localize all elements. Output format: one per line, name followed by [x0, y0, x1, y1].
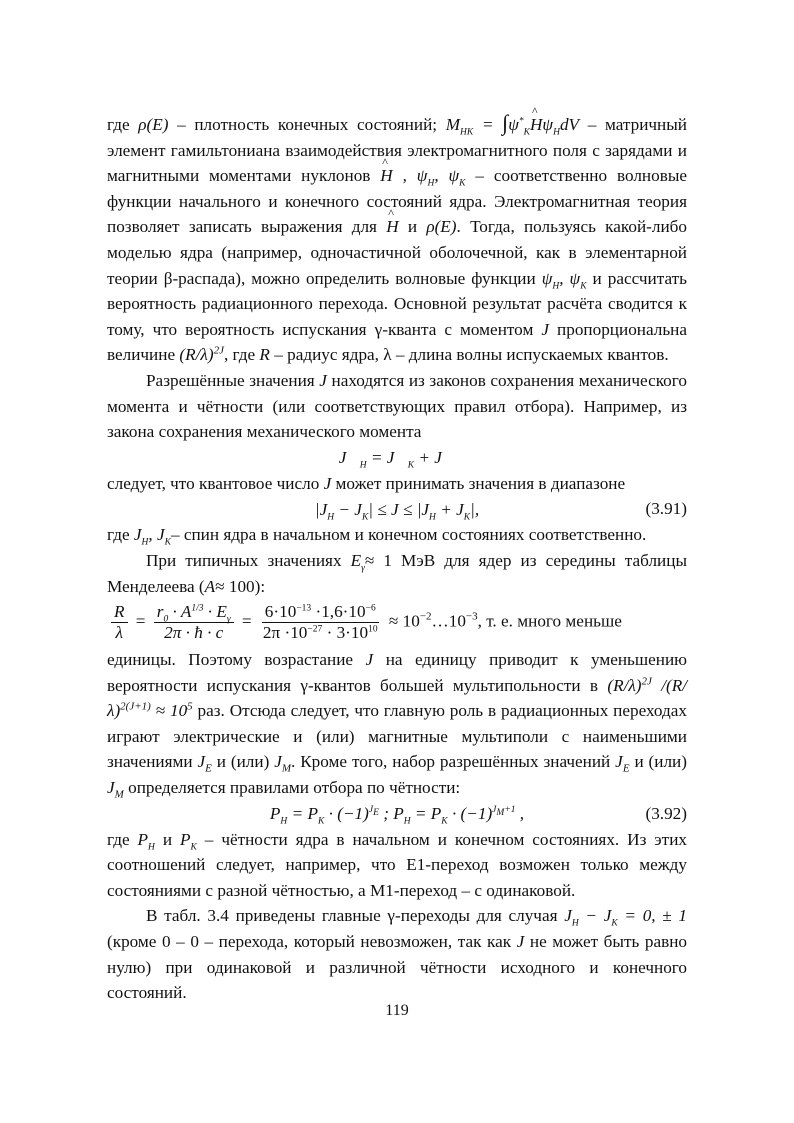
equation-3-92: $P_H = P_K \cdot (-1)^{J_E}$ ; $P_H = P_K \cdot (-1)^{J_M+1}$ , (3.92)	[107, 801, 687, 827]
equation-number: (3.91)	[645, 499, 687, 519]
page-number: 119	[385, 1002, 409, 1019]
text: и	[154, 829, 180, 849]
formula-JH-JK: $J_H$, $J_K-$	[133, 525, 180, 548]
text: пропорциональна величине	[107, 319, 688, 365]
text: – чётности ядра в начальном и конечном состояниях. Из этих соотношений следует, например, что E1-переход возможен только между состояниями с разной чётностью, а M1-переход – с одинаковой.	[107, 829, 687, 900]
formula-J: J	[541, 319, 549, 339]
text: находятся из законов сохранения механического момента и чётности (или соответствующих правил отбора). Например, из закона сохранения механического момента	[107, 370, 687, 442]
text: и рассчитать вероятность радиационного перехода. Основной результат расчёта сводится к тому, что вероятность испускания γ-кванта с моментом	[107, 268, 687, 339]
formula-ratio-power: $(R/\lambda)^{2J}$ $/(R/\lambda)^{2(J+1)} \approx 10^5$	[107, 674, 687, 721]
paragraph-3	[107, 471, 687, 497]
paragraph-4	[107, 522, 687, 548]
text: , где	[223, 345, 260, 365]
equation-momentum: $J⃗_H$ = $J⃗_K$ + J⃗	[338, 447, 456, 471]
text: определяется правилами отбора по чётности:	[123, 778, 461, 798]
formula-H-hat: ^ H	[386, 217, 398, 236]
text: ≈ 100):	[215, 576, 266, 596]
text: – соответственно волновые функции начального и конечного состояний ядра. Электромагнитная теория позволяет записать выражения для	[107, 166, 687, 237]
text: При типичных значениях	[146, 550, 351, 570]
text: где	[107, 525, 134, 545]
formula-JM: $J_M$	[107, 778, 124, 801]
paragraph-6	[107, 647, 687, 801]
text: Разрешённые значения	[146, 370, 320, 390]
page-content	[107, 110, 687, 1006]
formula-R-lambda-2J: $(R/\lambda)^{2J}$	[179, 344, 224, 365]
text: на единицу приводит к уменьшению вероятности испускания γ-квантов большей мультипольности в	[107, 650, 687, 695]
formula-J: J	[516, 932, 525, 952]
paragraph-8	[107, 903, 687, 1005]
text: не может быть равно нулю) при одинаковой и различной чётности исходного и конечного состояний.	[107, 932, 688, 1003]
text: и (или)	[211, 752, 275, 772]
formula-PK: $P_K$	[179, 829, 197, 853]
text: где	[107, 829, 138, 849]
text: . Тогда, пользуясь какой-либо моделью ядра (например, одночастичной оболочечной, как в элементарной теории β-распада), можно определить волновые функции	[107, 217, 687, 288]
formula-R: R	[259, 345, 270, 365]
formula-JE: $J_E$	[197, 752, 212, 775]
text: . Кроме того, набор разрешённых значений	[291, 752, 616, 772]
formula-psi-HK: $\psi_H$, $\psi_K$	[541, 268, 587, 291]
paragraph-7	[107, 827, 687, 904]
equation-3-91: $|J_H - J_K| \le J \le |J_H + J_K|$, (3.91)	[107, 496, 687, 522]
text: – плотность конечных состояний;	[168, 115, 446, 134]
paragraph-2	[107, 368, 687, 445]
text: , т. е. много меньше	[477, 611, 622, 631]
formula-JE: $J_E$	[615, 752, 630, 775]
formula-rho-E-2: ρ(E)	[426, 217, 457, 237]
formula-E-gamma: $E_\gamma$	[350, 550, 365, 574]
formula-J: J	[323, 473, 332, 493]
paragraph-1	[107, 110, 687, 368]
text: – матричный элемент гамильтониана взаимодействия электромагнитного поля с зарядами и магнитными моментами нуклонов	[107, 115, 687, 186]
paragraph-5	[107, 548, 687, 599]
formula-matrix-element: $M_{HK}$ = $\int\psi^*_K\^{}$ $H\psi_HdV$	[446, 115, 579, 134]
formula-J: J	[365, 650, 374, 670]
formula-A: A	[204, 576, 216, 596]
text: спин ядра в начальном и конечном состояниях соответственно.	[179, 525, 647, 545]
text: В табл. 3.4 приведены главные γ-переходы для случая	[146, 906, 565, 926]
formula-JH-minus-JK: $J_H - J_K = 0$, ± 1	[564, 906, 688, 929]
text: (кроме 0 – 0 – перехода, который невозможен, так как	[107, 932, 517, 952]
text: единицы. Поэтому возрастание	[107, 650, 366, 670]
text: следует, что квантовое число	[107, 473, 324, 493]
formula-J: J	[319, 370, 327, 390]
text: где	[107, 115, 139, 134]
formula-H-psi: ^ H , $\psi_H$, $\psi_K$	[380, 166, 465, 185]
text: раз. Отсюда следует, что главную роль в радиационных переходах играют электрические и (или) магнитные мультиполи с наименьшими значениями	[107, 701, 687, 772]
text: ≈ 1 МэВ для ядер из середины таблицы Менделеева (	[107, 550, 687, 596]
equation-ratio: $\frac{R}{\lambda}$ = $\frac{r_0 \cdot A^{1/3} \cdot E_\gamma}{2\pi \cdot ħ \cdot c}$ = $\frac{6\cdot 10^{-13} \cdot 1,6\cdot 10^{-6}}{2\pi \cdot 10^{-27} \cdot 3\cdot 10^{10}}$ ≈ $10^{-2}\dots 10^{-3}$, т. е. много меньше	[107, 602, 687, 643]
text: может принимать значения в диапазоне	[331, 473, 626, 493]
formula-rho-E: ρ(E)	[138, 115, 169, 134]
formula-PH: $P_H$	[137, 829, 155, 853]
equation-number: (3.92)	[645, 803, 687, 823]
text: и	[398, 217, 427, 237]
formula-JM: $J_M$	[274, 752, 292, 775]
text: – радиус ядра, λ – длина волны испускаемых квантов.	[269, 345, 669, 365]
text: и (или)	[629, 752, 687, 772]
